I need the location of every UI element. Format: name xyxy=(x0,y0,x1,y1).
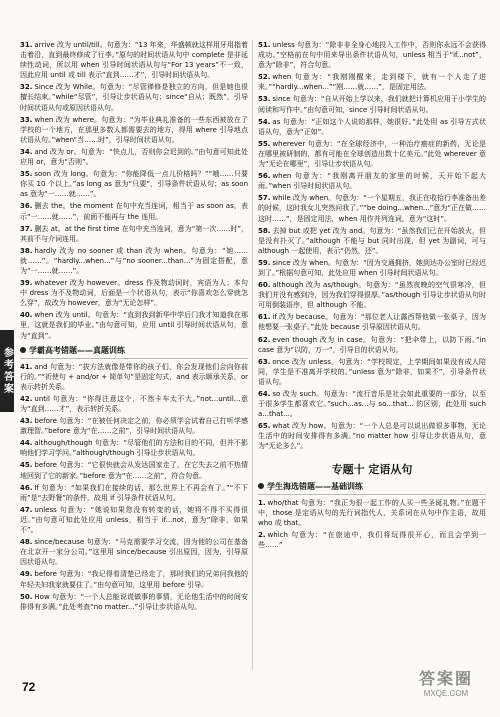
entry-text: although/though 句意为：“尽管他们的方法和目的不同，但并不影响他们学习学问。”although/though 引导让步状语从句。 xyxy=(20,439,248,458)
answer-entry xyxy=(20,310,248,340)
entry-text: whatever 改为 however。dress 作及物动词时，宾语为人；本句中 dress 为不及物动词，后面是一个状语从句，表示“你喜欢怎么穿就怎么穿”，故改为 however，意为“无论怎样”。 xyxy=(20,279,248,308)
entry-number: 46. xyxy=(20,483,33,492)
entry-text: before 句意为：“它很快就会从发达国家走了，在它失去之前不热情地回到了它的新家。”before 意为“在……之前”，符合句意。 xyxy=(20,461,248,480)
entry-text: and 改为 or。句意为：“快点儿，否则你会迟到的。”由句意可知此处应用 or，意为“否则”。 xyxy=(20,147,248,167)
entry-text: soon 改为 long。句意为：“你能降低一点儿价格吗？”“哦……只要你买 10 个以上。”as long as 意为“只要”，引导条件状语从句；as soon as 意为“一……就……”。 xyxy=(20,170,248,199)
entry-number: 39. xyxy=(20,279,33,288)
left-entry-list-2 xyxy=(20,362,248,612)
side-tab-answers: 参考答案 xyxy=(0,330,14,412)
answer-entry xyxy=(20,115,248,145)
entry-number: 52. xyxy=(258,73,271,82)
answer-entry xyxy=(20,569,248,589)
entry-number: 42. xyxy=(20,394,33,403)
answer-entry xyxy=(258,498,486,528)
answer-entry xyxy=(20,147,248,167)
entry-text: while 改为 when。句意为：“一个星期五，我正在收拾行李准备出差的时候，这时我女儿突然问我了。”“be doing...when...”意为“正在做……这时……”，是固定用法，when 用作并列连词，意为“这时”。 xyxy=(258,194,486,223)
answer-entry xyxy=(20,483,248,503)
entry-number: 44. xyxy=(20,439,33,448)
answer-entry xyxy=(258,421,486,451)
left-column xyxy=(20,40,248,662)
answer-entry xyxy=(20,224,248,244)
answer-entry xyxy=(20,362,248,392)
entry-text: although 改为 as/though。句意为：“虽然夜晚的空气很寒冷，但我们并没有感到冷，因为我们穿得很厚。”as/though 引导让步状语从句时可用倒装语序，但 although 不能。 xyxy=(258,281,486,310)
entry-number: 45. xyxy=(20,461,33,470)
entry-number: 49. xyxy=(20,570,33,579)
answer-entry xyxy=(258,94,486,114)
answer-entry xyxy=(258,40,486,70)
entry-text: and 句意为：“拔方法就像是带你的孩子们，你会发现他们会向你前行的。”“祈使句 + and/or + 简单句”是固定句式，and 表示顺承关系，or 表示转折关系。 xyxy=(20,362,248,391)
answer-entry xyxy=(20,438,248,458)
entry-number: 62. xyxy=(258,335,271,344)
section-heading-gaokao: 学霸高考错题——真题训练 xyxy=(20,345,248,359)
entry-text: unless 句意为：“除非非全身心地投入工作中，否则你永远不会获得成功。”空格前在句中用来导出条件状语从句，unless 相当于“if...not”，意为“除非”，符合句意。 xyxy=(258,41,486,70)
answer-entry xyxy=(258,530,486,550)
entry-number: 31. xyxy=(20,41,33,49)
answer-entry xyxy=(20,460,248,480)
answer-entry xyxy=(20,505,248,535)
entry-text: 删去 at。at the first time 在句中充当连词，意为“第一次……时”，其前不与介词连用。 xyxy=(20,224,248,243)
answer-entry xyxy=(20,278,248,308)
answer-entry xyxy=(20,592,248,612)
entry-number: 64. xyxy=(258,390,271,398)
entry-text: so 改为 such。句意为：“流行音乐是社会如此重要的一部分，以至于很多学生都喜欢它。”such...as...与 so...that... 的区别，此处用 such a...that...。 xyxy=(258,390,486,419)
entry-text: as 句意为：“正如这个人说的那样，她很好。”此处用 as 引导方式状语从句，意为“正如”。 xyxy=(258,117,486,136)
answer-entry xyxy=(258,389,486,419)
entry-text: who/that 句意为：“我正为很一起工作的人买一些圣诞礼物。”在题干中，those 是定语从句的先行词指代人，关系词在从句中作主语，故用 who 或 that。 xyxy=(258,498,486,527)
entry-text: arrive 改为 until/till。句意为：“13 年来，华盛顿就这样用牙用指着击着沿，直到最终修成了行李。”原句的时间状语从句中 complete 是非延续性动词，所以用 when 引导时间状语从句与“For 13 years”不一致，因此应用 until 或 till 表示“直到……才”，引导时间状语从句。 xyxy=(20,41,248,80)
answer-entry xyxy=(20,40,248,80)
answer-entry xyxy=(258,335,486,355)
entry-text: even though 改为 in case。句意为：“把伞带上，以防下雨。”in case 意为“以防，万一”，引导目的状语从句。 xyxy=(258,335,486,354)
entry-number: 48. xyxy=(20,538,33,547)
entry-number: 47. xyxy=(20,505,33,514)
entry-text: when 句意为：“我刚离开朋友的家里的时候，天开始下起大雨。”when 引导时间状语从句。 xyxy=(258,172,486,191)
topic-block xyxy=(258,458,486,477)
entry-number: 38. xyxy=(20,246,33,255)
entry-number: 32. xyxy=(20,83,33,92)
entry-text: since/because 句意为：“马克需要学习交流，因为他的公司在基备在北京开一家分公司。”这里用 since/because 引出原因，因为，引导原因状语从句。 xyxy=(20,538,248,567)
bullet-dot-icon xyxy=(258,483,264,489)
bullet-dot-icon xyxy=(20,347,26,353)
entry-number: 36. xyxy=(20,202,33,211)
entry-text: If 句意为：“如果我们在接续的话，那么世界上不再会有了。”“不下雨”是“去野餐”的条件，故用 if 引导条件状语从句。 xyxy=(20,483,248,502)
watermark-logo xyxy=(400,666,492,714)
entry-text: what 改为 how。句意为：“一个人总是可以说出做很多事物，无论生活中的时间安排得有多满。”no matter how 引导让步状语从句，意为“无论多么”。 xyxy=(258,422,486,451)
answer-entry xyxy=(258,117,486,137)
entry-text: which 句意为：“在旅途中，我们将玩得很开心，而且会学到一些……” xyxy=(258,530,486,549)
entry-text: wherever 句意为：“在全球经济中，一种治疗癌症的新药，无论是在哪里被研制的，都有可能在全球创造出数十亿美元。”此处 wherever 意为“无论在哪里”，引导让步状语从句。 xyxy=(258,139,486,169)
answer-entry xyxy=(258,258,486,278)
answer-entry xyxy=(20,246,248,276)
entry-number: 58. xyxy=(258,226,271,235)
entry-text: Since 改为 While。句意为：“尽管禅修是独立的方向，但是她也很擅长结束。”while“尽管”，引导让步状语从句；since“自从；既然”，引导时间状语从句或原因状语从句。 xyxy=(20,83,248,112)
entry-number: 51. xyxy=(258,41,271,49)
answer-entry xyxy=(258,72,486,92)
right-entry-list xyxy=(258,40,486,452)
answer-entry xyxy=(258,171,486,191)
entry-text: before 句意为：“在被任何决定之前，你必须学会试着自己打听学感激理智。”before 意为“在……之前”，引导时间状语从句。 xyxy=(20,417,248,436)
answer-entry xyxy=(20,169,248,199)
answer-entry xyxy=(20,201,248,221)
entry-text: until 句意为：“你得注意这个，不然卡车太不大。”not...until...意为“直到……才”，表示转折关系。 xyxy=(20,394,248,413)
entry-number: 63. xyxy=(258,357,271,366)
left-entry-list xyxy=(20,40,248,341)
answer-entry xyxy=(258,193,486,223)
right-entry-list-2 xyxy=(258,498,486,550)
answer-entry xyxy=(20,394,248,414)
answer-entry xyxy=(258,139,486,169)
entry-text: once 改为 unless。句意为：“学校规定，上学期间如果没有成人陪同，学生是不准离开学校的。”unless 意为“除非，如果不”，引导条件状语从句。 xyxy=(258,357,486,386)
entry-number: 50. xyxy=(20,592,33,601)
entry-number: 1. xyxy=(258,498,266,507)
entry-text: unless 句意为：“她说如果您没有转变的话，她将不得不买得很迟。”由句意可知此处应用 unless，相当于 if...not，意为“除非，如果不”。 xyxy=(20,505,248,535)
entry-number: 60. xyxy=(258,281,271,290)
topic-title: 专题十 定语从句 xyxy=(331,462,413,476)
watermark-text: 答案圈 xyxy=(418,671,473,688)
entry-text: How 句意为：“一个人总能说谎做事的事情，无论他生活中的时间安排得有多满。”此处考查“no matter...”引导让步状语从句。 xyxy=(20,592,248,611)
answer-entry xyxy=(258,357,486,387)
entry-text: since 改为 when。句意为：“因为交通拥挤，她到达办公室时已经迟到了。”根据句意可知，此处应用 when 引导时间状语从句。 xyxy=(258,258,486,277)
entry-number: 55. xyxy=(258,139,271,148)
answer-entry xyxy=(20,82,248,112)
answer-entry xyxy=(20,537,248,567)
entry-number: 40. xyxy=(20,311,33,320)
entry-number: 65. xyxy=(258,422,271,431)
entry-number: 33. xyxy=(20,115,33,124)
entry-text: 去掉 but 或把 yet 改为 and。句意为：“虽然我们已在开始放火，但是没有扑灭了。”although 不能与 but 同时出现，但 yet 为副词，可与 although 一起使用，表示“仍然，还”。 xyxy=(258,226,486,255)
entry-text: if 改为 because。句意为：“那位老人让露西帮他做一张桌子，因为他想要一张桌子。”此处 because 引导原因状语从句。 xyxy=(258,313,486,332)
right-column xyxy=(258,40,486,710)
entry-text: 删去 the。the moment 在句中充当连词，相当于 as soon as，表示“一……就……”，前面不能再与 the 连用。 xyxy=(20,202,248,221)
entry-number: 43. xyxy=(20,417,33,426)
entry-number: 34. xyxy=(20,147,33,156)
entry-number: 53. xyxy=(258,95,271,104)
entry-number: 37. xyxy=(20,224,33,233)
entry-text: when 改为 until。句意为：“直到我到新华中学后门我才知道我在那里，这就是我们的毕业。”由句意可知，应用 until 引导时间状语从句，意为“直到”。 xyxy=(20,311,248,340)
entry-number: 41. xyxy=(20,362,33,371)
section-heading-basic: 学生海选错题——基础训练 xyxy=(258,481,486,495)
entry-number: 2. xyxy=(258,530,266,539)
entry-text: when 改为 where。句意为：“为毕业典礼准备的一些东西被放在了学校的一个地方，在那里多数人都需要去的地方，得用 where 引导地点状语从句。”when“当……时”，引导时间状语从句。 xyxy=(20,115,248,144)
answer-entry xyxy=(20,416,248,436)
entry-text: hardly 改为 no sooner 或 than 改为 when。句意为：“她……就……”。“hardly...when...”与“no sooner...than...”为固定搭配，意为“一……就……”。 xyxy=(20,246,248,275)
column-divider xyxy=(252,40,253,670)
entry-text: when 句意为：“我刚刚醒来，走到楼下，就有一个人走了进来。”“hardly...when...”“刚……就……”，是固定用法。 xyxy=(258,73,486,92)
entry-text: since 句意为：“自从开始上学以来，我们就把计算机应用于小学生的阅读和写作中。”由句意可知，since 引导时间状语从句。 xyxy=(258,95,486,114)
watermark-url: MXQE.COM xyxy=(423,689,469,698)
entry-number: 59. xyxy=(258,258,271,267)
entry-number: 35. xyxy=(20,170,33,179)
answer-entry xyxy=(258,226,486,256)
entry-text: before 句意为：“我记得看清楚已经走了，那时我们的兄弟问我他的年轻夫妇我家就要住了。”由句意可知，这里用 before 引导。 xyxy=(20,570,248,589)
page-number: 72 xyxy=(22,680,36,694)
entry-number: 56. xyxy=(258,172,271,181)
answer-entry xyxy=(258,280,486,310)
entry-number: 61. xyxy=(258,313,271,322)
entry-number: 57. xyxy=(258,194,271,203)
answer-entry xyxy=(258,312,486,332)
entry-number: 54. xyxy=(258,117,271,126)
